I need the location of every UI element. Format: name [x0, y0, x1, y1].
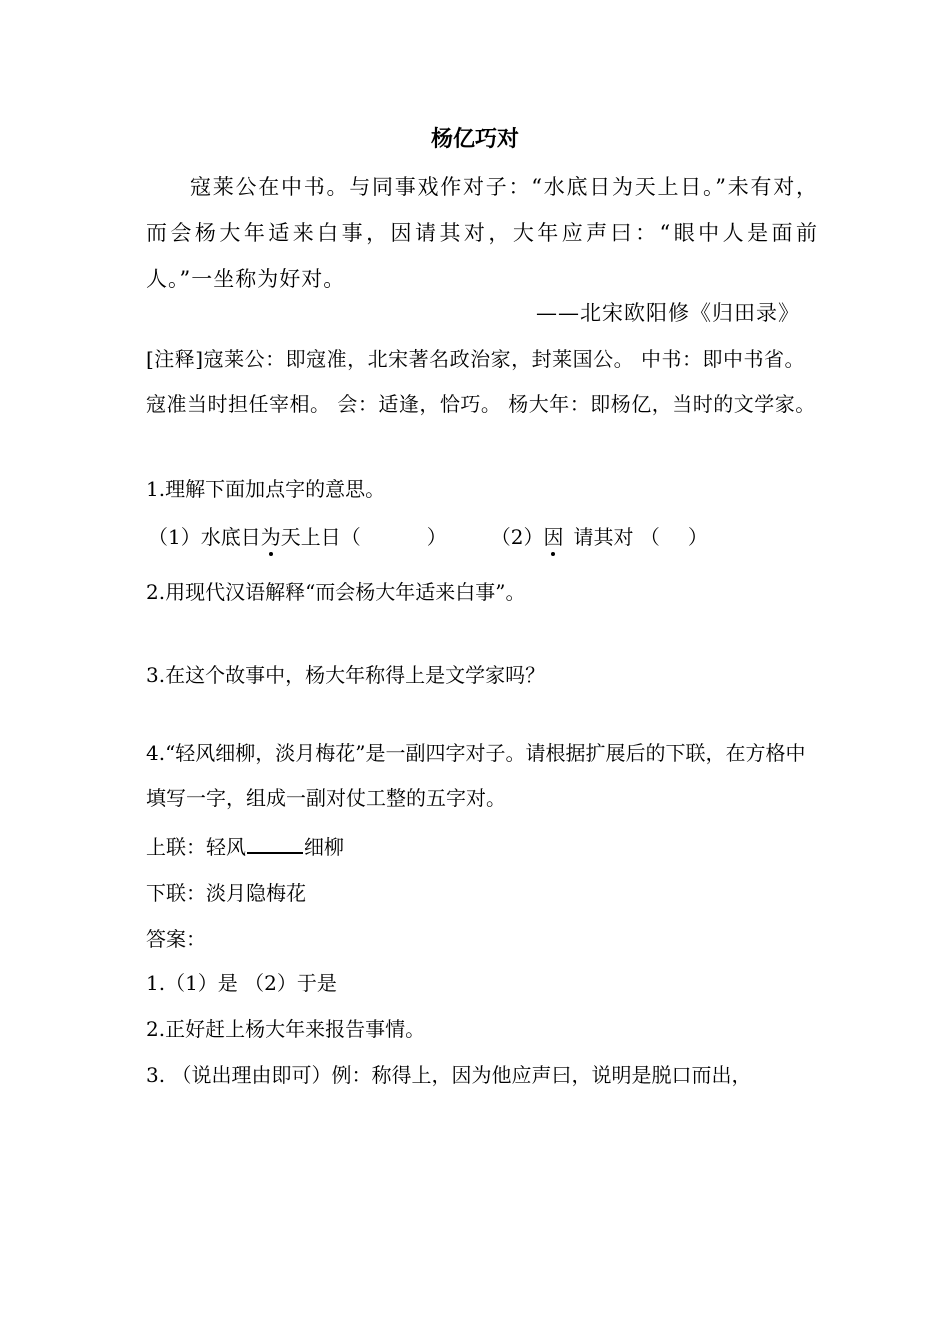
upper-couplet-suffix: 细柳: [304, 835, 344, 859]
question-3: 3.在这个故事中，杨大年称得上是文学家吗？: [146, 663, 546, 687]
answer-1: 1.（1）是 （2）于是: [146, 971, 337, 995]
question-1-items: [148, 521, 708, 550]
q1-part2-prefix: （2）: [490, 525, 544, 549]
upper-couplet: [146, 830, 344, 860]
passage-text: 寇莱公在中书。与同事戏作对子：“水底日为天上日。”未有对，而会杨大年适来白事，因请其对，大年应声曰：“眼中人是面前人。”一坐称为好对。: [146, 175, 818, 291]
q1-part2-suffix: 请其对 （: [573, 525, 660, 549]
page-title: 杨亿巧对: [430, 127, 519, 152]
answer-2: 2.正好赶上杨大年来报告事情。: [146, 1017, 426, 1041]
q1-part1-suffix: 天上日（: [280, 525, 361, 549]
fill-blank[interactable]: [247, 830, 303, 854]
answer-3: 3. （说出理由即可）例：称得上，因为他应声曰，说明是脱口而出，: [146, 1063, 752, 1087]
question-4: 4.“轻风细柳，淡月梅花”是一副四字对子。请根据扩展后的下联，在方格中填写一字，组成一副对仗工整的五字对。: [146, 741, 806, 810]
lower-couplet: 下联：淡月隐梅花: [146, 881, 306, 905]
q1-part2-close: ）: [687, 525, 708, 549]
q1-part1-prefix: （1）水底日: [148, 525, 261, 549]
annotation-notes: [注释]寇莱公：即寇准，北宋著名政治家，封莱国公。 中书：即中书省。寇准当时担任宰相。 会：适逢，恰巧。 杨大年：即杨亿，当时的文学家。: [146, 347, 816, 416]
question-1-label: 1.理解下面加点字的意思。: [146, 477, 386, 501]
source-citation: ——北宋欧阳修《归田录》: [536, 301, 800, 325]
question-2: 2.用现代汉语解释“而会杨大年适来白事”。: [146, 580, 526, 604]
q1-dotted-char-1: 为: [261, 521, 281, 550]
q1-part1-close: ）: [426, 525, 447, 549]
upper-couplet-prefix: 上联：轻风: [146, 835, 246, 859]
answers-heading: 答案：: [146, 927, 206, 951]
q1-dotted-char-2: 因: [543, 521, 563, 550]
